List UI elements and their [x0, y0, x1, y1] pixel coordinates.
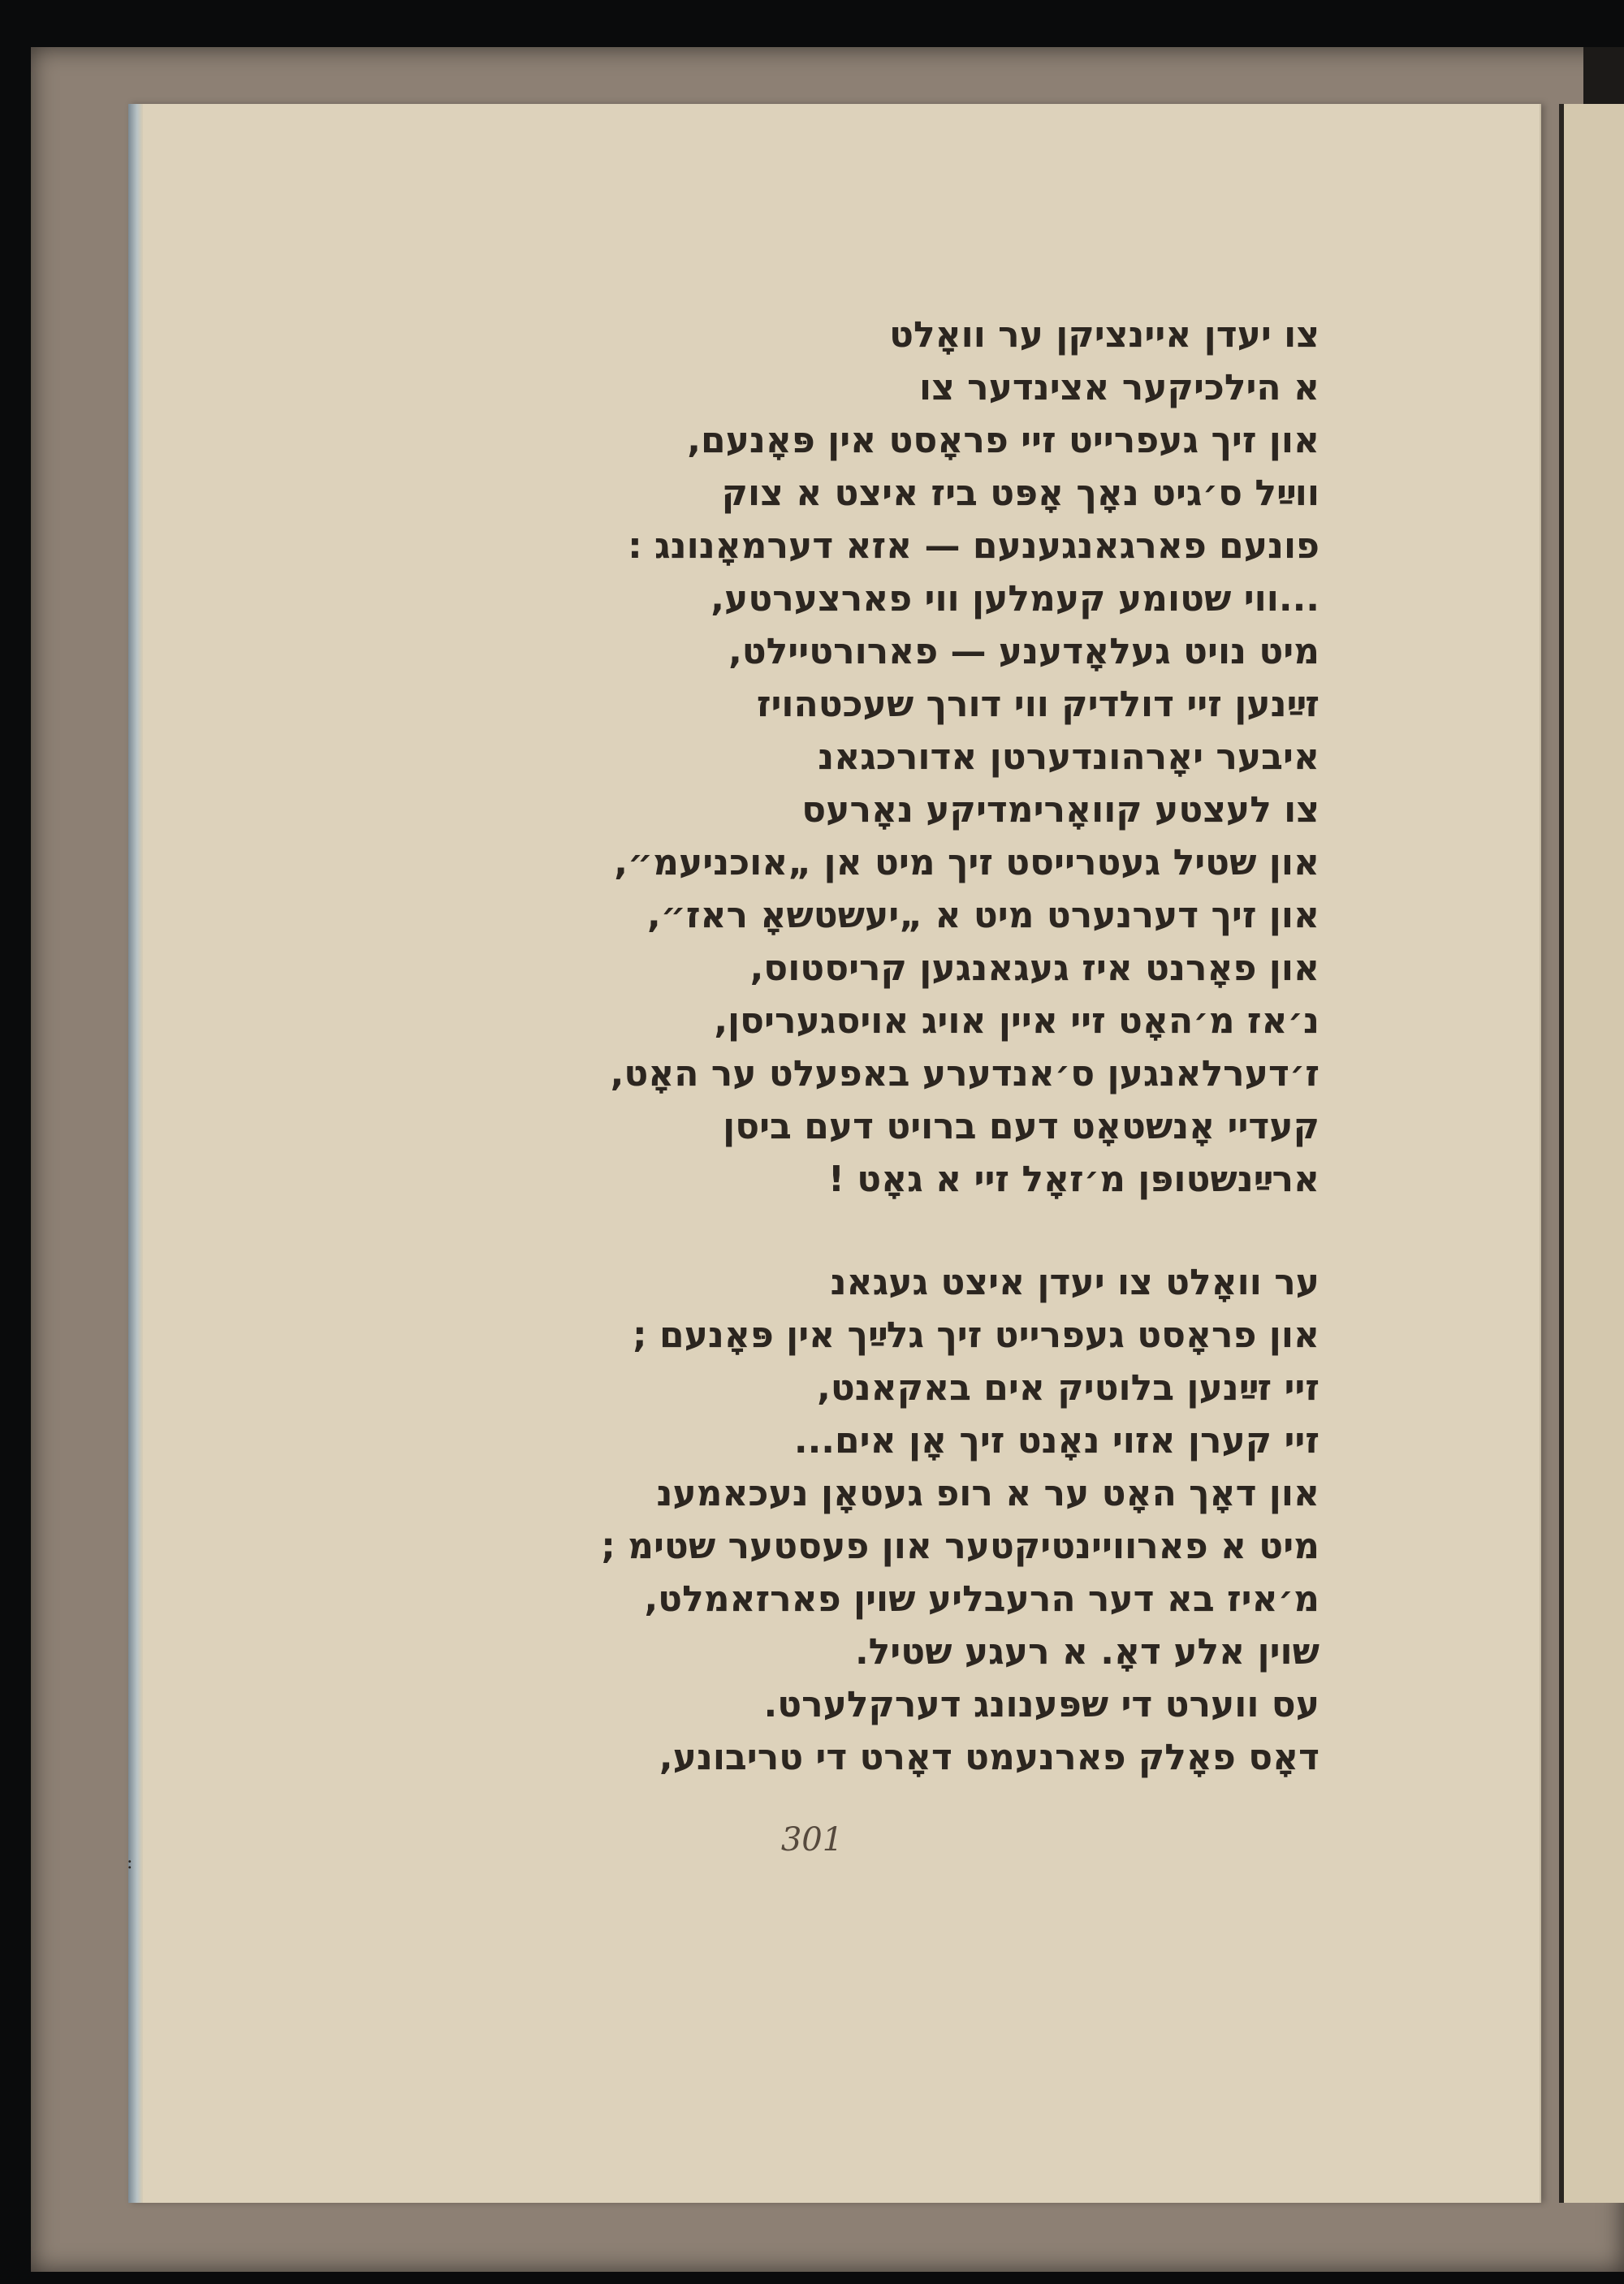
poem-line: עס ווערט די שפּענונג דערקלערט.	[763, 1684, 1320, 1725]
poem-line: און דאָך האָט ער א רופ געטאָן נעכאמענ	[656, 1473, 1320, 1514]
poem-line: דאָס פאָלק פארנעמט דאָרט די טריבונע,	[659, 1737, 1320, 1778]
poem-line: ארײַנשטופּן מ׳זאָל זיי א גאָט !	[827, 1159, 1320, 1200]
poem-line: מיט נויט געלאָדענע — פארורטיילט,	[728, 631, 1320, 672]
poem-line: און שטיל געטרייסט זיך מיט אן „אוכניעמ״,	[614, 842, 1320, 883]
margin-mark: :	[127, 1853, 133, 1873]
poem-line: מ׳איז בא דער הרעבליע שוין פארזאמלט,	[644, 1578, 1320, 1620]
poem-line: זיי זײַנען בלוטיק אים באקאנט,	[817, 1367, 1320, 1409]
poem-line: נ׳אז מ׳האָט זיי איין אויג אויסגעריסן,	[714, 1000, 1320, 1042]
poem-line: שוין אלע דאָ. א רעגע שטיל.	[854, 1631, 1320, 1673]
poem-line: מיט א פארוויינטיקטער און פעסטער שטימ ;	[601, 1526, 1320, 1567]
poem-line: ער וואָלט צו יעדן איצט געגאנ	[830, 1262, 1320, 1303]
poem-line: ז׳דערלאנגען ס׳אנדערע באפעלט ער האָט,	[610, 1053, 1320, 1095]
poem-text	[349, 309, 1320, 1784]
stanza-gap	[349, 1206, 1320, 1256]
poem-line: און זיך דערנערט מיט א „יעשטשאָ ראז״,	[646, 895, 1320, 936]
poem-line: קעדיי אָנשטאָט דעם ברויט דעם ביסן	[723, 1106, 1320, 1147]
poem-line: צו לעצטע קוואָרימדיקע נאָרעס	[801, 789, 1320, 831]
poem-line: פונעם פארגאנגענעם — אזא דערמאָנונג :	[628, 525, 1320, 567]
poem-line: און פאָרנט איז געגאנגען קריסטוס,	[749, 948, 1320, 989]
poem-line: צו יעדן איינציקן ער וואָלט	[889, 314, 1320, 356]
poem-line: ...ווי שטומע קעמלען ווי פארצערטע,	[710, 578, 1320, 620]
poem-line: א הילכיקער אצינדער צו	[918, 367, 1320, 408]
page-number: 301	[780, 1821, 844, 1859]
page-edge-blue	[128, 104, 143, 2203]
poem-line: זײַנען זיי דולדיק ווי דורך שעכטהויז	[756, 684, 1320, 725]
poem-line: איבער יאָרהונדערטן אדורכגאנ	[818, 736, 1320, 778]
facing-page-edge	[1559, 104, 1624, 2203]
poem-line: און פראָסט געפרייט זיך גלײַך אין פּאָנעם ;	[633, 1315, 1320, 1356]
poem-line: און זיך געפרייט זיי פראָסט אין פּאָנעם,	[687, 420, 1320, 461]
stanza-1	[349, 309, 1320, 1206]
stanza-2	[349, 1256, 1320, 1784]
poem-line: ווײַל ס׳גיט נאָך אָפּט ביז איצט א צוק	[721, 473, 1320, 514]
poem-line: זיי קערן אזוי נאָנט זיך אָן אים...	[793, 1420, 1320, 1462]
binding-corner	[1583, 47, 1624, 104]
